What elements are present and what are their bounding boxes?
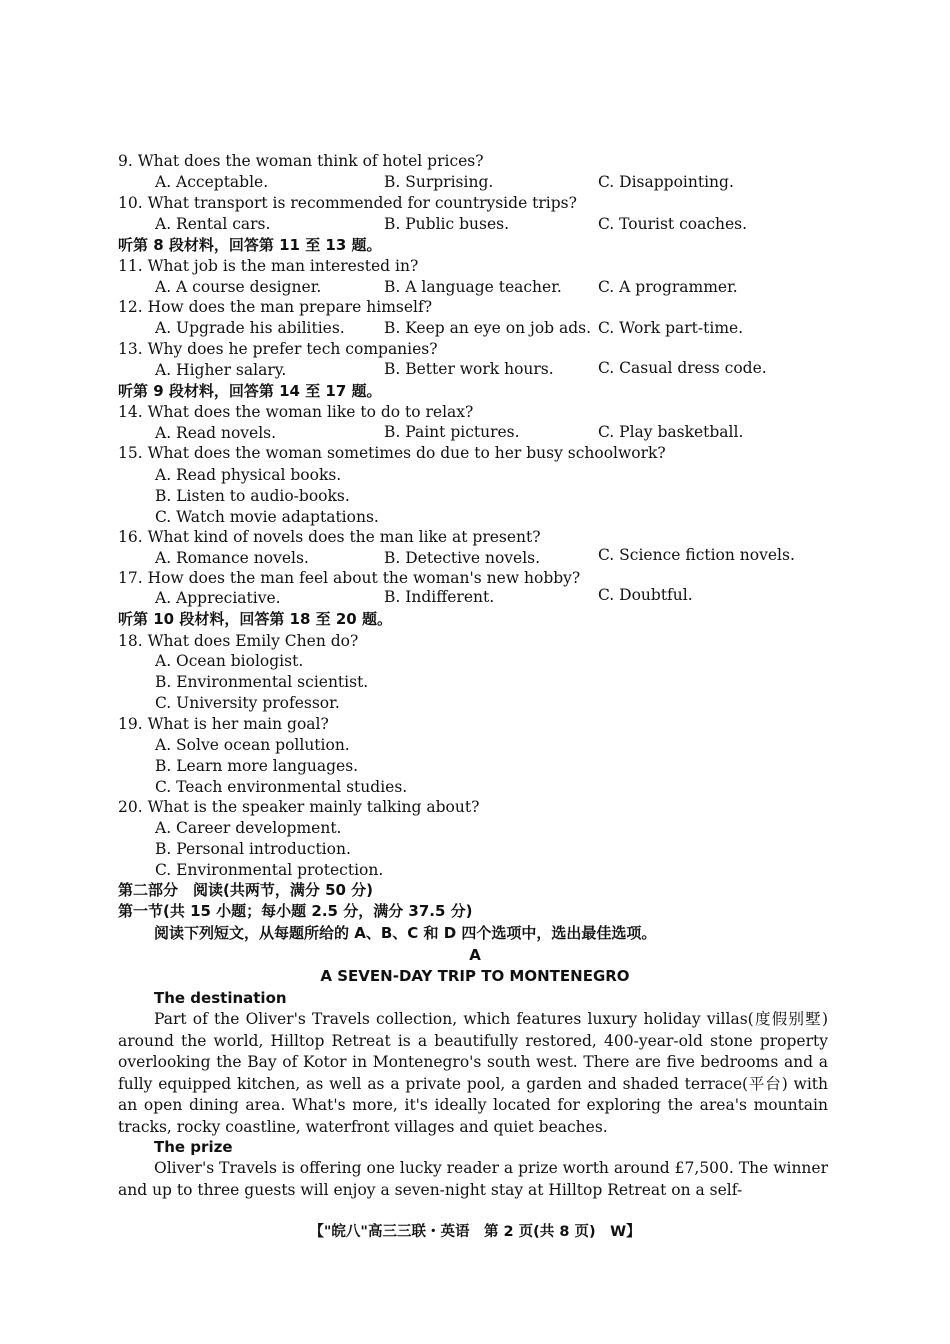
option-18a: A. Ocean biologist. (155, 652, 304, 670)
question-10: 10. What transport is recommended for countryside trips? (118, 194, 577, 212)
section-one-heading: 第一节(共 15 小题；每小题 2.5 分，满分 37.5 分) (118, 902, 473, 920)
question-13: 13. Why does he prefer tech companies? (118, 340, 438, 358)
option-17c: C. Doubtful. (598, 586, 693, 604)
paragraph-destination-text: Part of the Oliver's Travels collection, which features luxury holiday villas(度假别墅) around the world, Hilltop Retreat is a beautifully restored, 400-year-old stone property overlooking the Bay of Kotor in Montenegro's south west. There are five bedrooms and a fully equipped kitchen, as well as a private pool, a garden and shaded terrace(平台) with an open dining area. What's more, it's ideally located for exploring the area's mountain tracks, rocky coastline, waterfront villages and quiet beaches. (118, 1010, 828, 1136)
option-19c: C. Teach environmental studies. (155, 778, 408, 796)
option-15a: A. Read physical books. (155, 466, 342, 484)
option-12c: C. Work part-time. (598, 319, 744, 337)
option-15c: C. Watch movie adaptations. (155, 508, 379, 526)
option-13c: C. Casual dress code. (598, 359, 767, 377)
option-10b: B. Public buses. (384, 215, 510, 233)
option-9a: A. Acceptable. (155, 173, 269, 191)
subheading-prize: The prize (154, 1138, 233, 1156)
paragraph-prize (118, 1158, 828, 1201)
option-10a: A. Rental cars. (155, 215, 271, 233)
option-14a: A. Read novels. (155, 424, 277, 442)
option-17b: B. Indifferent. (384, 588, 495, 606)
option-15b: B. Listen to audio-books. (155, 487, 350, 505)
question-18: 18. What does Emily Chen do? (118, 632, 359, 650)
option-13a: A. Higher salary. (155, 361, 287, 379)
paragraph-destination (118, 1009, 828, 1139)
option-16c: C. Science fiction novels. (598, 546, 795, 564)
option-18c: C. University professor. (155, 694, 340, 712)
option-20b: B. Personal introduction. (155, 840, 351, 858)
option-11b: B. A language teacher. (384, 278, 562, 296)
option-16b: B. Detective novels. (384, 549, 541, 567)
section-heading-8: 听第 8 段材料，回答第 11 至 13 题。 (118, 236, 382, 254)
question-17: 17. How does the man feel about the woman's new hobby? (118, 569, 581, 587)
option-12b: B. Keep an eye on job ads. (384, 319, 592, 337)
question-16: 16. What kind of novels does the man like at present? (118, 528, 541, 546)
question-20: 20. What is the speaker mainly talking about? (118, 798, 480, 816)
option-9c: C. Disappointing. (598, 173, 734, 191)
question-9: 9. What does the woman think of hotel prices? (118, 152, 484, 170)
question-12: 12. How does the man prepare himself? (118, 298, 433, 316)
question-11: 11. What job is the man interested in? (118, 257, 419, 275)
passage-letter: A (469, 946, 481, 964)
option-14b: B. Paint pictures. (384, 423, 520, 441)
option-10c: C. Tourist coaches. (598, 215, 748, 233)
option-17a: A. Appreciative. (155, 589, 281, 607)
section-heading-9: 听第 9 段材料，回答第 14 至 17 题。 (118, 382, 382, 400)
option-13b: B. Better work hours. (384, 360, 554, 378)
subheading-destination: The destination (154, 989, 287, 1007)
option-20c: C. Environmental protection. (155, 861, 384, 879)
option-19a: A. Solve ocean pollution. (155, 736, 350, 754)
question-14: 14. What does the woman like to do to relax? (118, 403, 474, 421)
option-16a: A. Romance novels. (155, 549, 309, 567)
paragraph-prize-text: Oliver's Travels is offering one lucky reader a prize worth around £7,500. The winner and up to three guests will enjoy a seven-night stay at Hilltop Retreat on a self- (118, 1159, 828, 1199)
option-19b: B. Learn more languages. (155, 757, 359, 775)
page-footer: 【"皖八"高三三联・英语 第 2 页(共 8 页) W】 (309, 1224, 641, 1240)
section-heading-10: 听第 10 段材料，回答第 18 至 20 题。 (118, 610, 392, 628)
part-two-heading: 第二部分 阅读(共两节，满分 50 分) (118, 881, 374, 899)
option-20a: A. Career development. (155, 819, 342, 837)
question-15: 15. What does the woman sometimes do due to her busy schoolwork? (118, 444, 666, 462)
question-19: 19. What is her main goal? (118, 715, 329, 733)
option-11c: C. A programmer. (598, 278, 738, 296)
option-14c: C. Play basketball. (598, 423, 744, 441)
reading-instruction: 阅读下列短文，从每题所给的 A、B、C 和 D 四个选项中，选出最佳选项。 (154, 924, 657, 942)
option-11a: A. A course designer. (155, 278, 322, 296)
passage-title: A SEVEN-DAY TRIP TO MONTENEGRO (320, 967, 630, 985)
option-18b: B. Environmental scientist. (155, 673, 369, 691)
option-12a: A. Upgrade his abilities. (155, 319, 345, 337)
option-9b: B. Surprising. (384, 173, 494, 191)
